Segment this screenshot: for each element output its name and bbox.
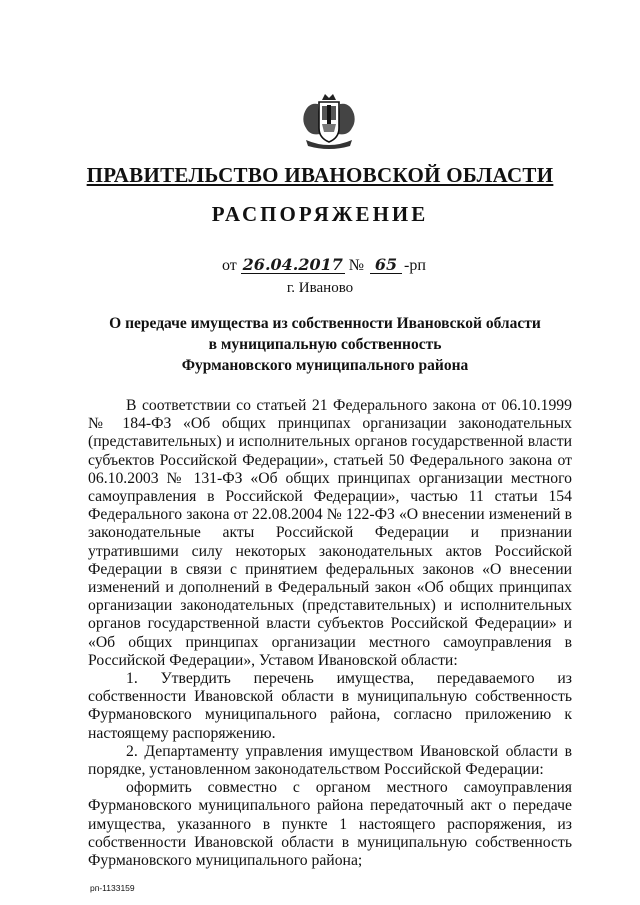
document-date: 26.04.2017 — [242, 255, 343, 274]
date-prefix: от — [222, 257, 237, 274]
footer-code: рп-1133159 — [90, 883, 135, 893]
subject-line: Фурмановского муниципального района — [181, 357, 469, 374]
government-title: ПРАВИТЕЛЬСТВО ИВАНОВСКОЙ ОБЛАСТИ — [86, 163, 554, 187]
coat-of-arms-icon — [298, 92, 360, 152]
document-subject — [60, 313, 590, 376]
number-sign: № — [348, 257, 365, 274]
number-suffix: -рп — [404, 257, 426, 274]
city: г. Иваново — [286, 280, 354, 296]
document-number: 65 — [370, 257, 402, 274]
body-paragraph: оформить совместно с органом местного самоуправления Фурмановского муниципального района передаточный акт о передаче имущества, указанного в пункте 1 настоящего распоряжения, из собственности Ивановской области в муниципальную собственность Фурмановского муниципального района; — [88, 779, 572, 870]
subject-line: в муниципальную собственность — [208, 336, 442, 353]
date-number-line — [222, 257, 426, 275]
document-body — [88, 397, 572, 870]
body-paragraph: 2. Департаменту управления имуществом Ивановской области в порядке, установленном законодательством Российской Федерации: — [88, 742, 572, 779]
document-type: РАСПОРЯЖЕНИЕ — [211, 202, 429, 226]
body-paragraph: 1. Утвердить перечень имущества, передаваемого из собственности Ивановской области в муниципальную собственность Фурмановского муниципального района, согласно приложению к настоящему распоряжению. — [88, 670, 572, 742]
body-paragraph: В соответствии со статьей 21 Федерального закона от 06.10.1999 № 184-ФЗ «Об общих принципах организации законодательных (представительных) и исполнительных органов государственной власти субъектов Российской Федерации», статьей 50 Федерального закона от 06.10.2003 № 131-ФЗ «Об общих принципах организации местного самоуправления в Российской Федерации», частью 11 статьи 154 Федерального закона от 22.08.2004 № 122-ФЗ «О внесении изменений в законодательные акты Российской Федерации и признании утратившими силу некоторых законодательных актов Российской Федерации в связи с принятием федеральных законов «О внесении изменений и дополнений в Федеральный закон «Об общих принципах организации законодательных (представительных) и исполнительных органов государственной власти субъектов Российской Федерации» и «Об общих принципах организации местного самоуправления в Российской Федерации», Уставом Ивановской области: — [88, 397, 572, 669]
subject-line: О передаче имущества из собственности Ивановской области — [109, 315, 541, 332]
